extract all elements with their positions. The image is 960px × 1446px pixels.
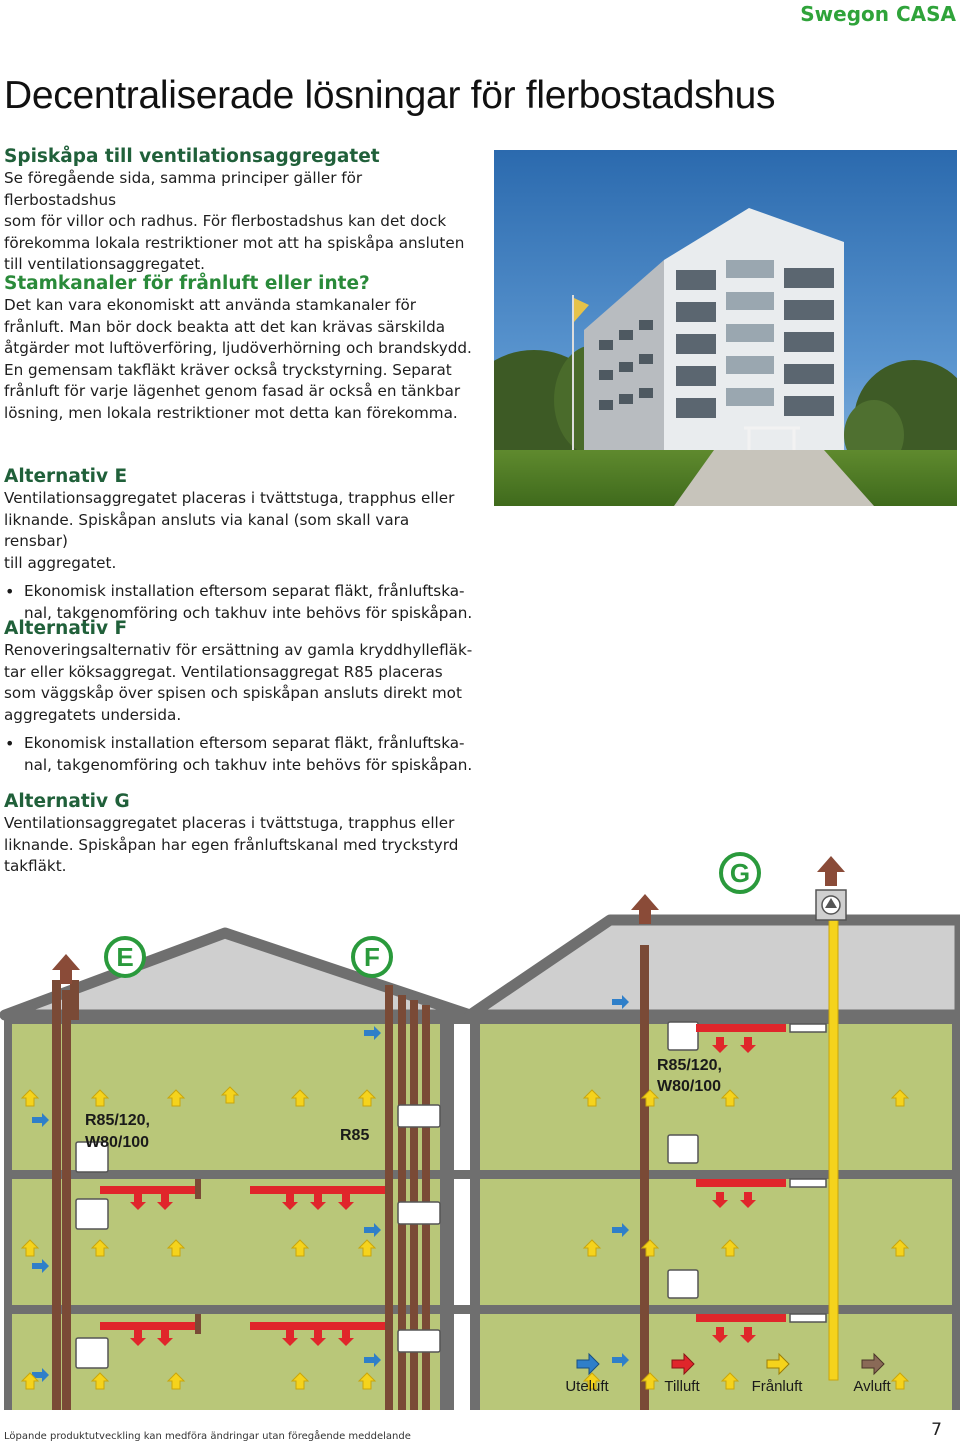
label-mid-unit: R85 <box>340 1127 370 1144</box>
label-left-unit-1: R85/120, <box>85 1112 150 1129</box>
paragraph-line: till ventilationsaggregatet. <box>4 255 205 274</box>
marker-g: G <box>729 858 751 888</box>
paragraph-line: förekomma lokala restriktioner mot att ha spiskåpa ansluten <box>4 233 465 252</box>
page-title: Decentraliserade lösningar för flerbostadshus <box>4 74 776 117</box>
paragraph-line: takfläkt. <box>4 857 67 876</box>
paragraph-line: Det kan vara ekonomiskt att använda stamkanaler för <box>4 296 417 314</box>
paragraph-line: lösning, men lokala restriktioner mot detta kan förekomma. <box>4 403 458 422</box>
paragraph-line: som för villor och radhus. För flerbostadshus kan det dock <box>4 212 447 231</box>
footer-disclaimer: Löpande produktutveckling kan medföra ändringar utan föregående meddelande <box>4 1431 411 1442</box>
paragraph-line: till aggregatet. <box>4 553 117 572</box>
label-left-unit-2: W80/100 <box>85 1134 150 1151</box>
paragraph-line: frånluft för varje lägenhet genom fasad är också en tänkbar <box>4 382 461 401</box>
section-spiskapa <box>4 146 474 276</box>
marker-e: E <box>116 942 134 972</box>
heading-spiskapa: Spiskåpa till ventilationsaggregatet <box>4 146 380 167</box>
label-right-unit-2: W80/100 <box>657 1078 722 1095</box>
paragraph-line: Renoveringsalternativ för ersättning av gamla kryddhyllefläk- <box>4 641 473 659</box>
heading-alt-f: Alternativ F <box>4 618 128 639</box>
paragraph-line: frånluft. Man bör dock beakta att det kan krävas särskilda <box>4 317 446 336</box>
bullet-line: nal, takgenomföring och takhuv inte behövs för spiskåpan. <box>24 603 473 622</box>
heading-alt-g: Alternativ G <box>4 791 130 812</box>
paragraph-line: som väggskåp över spisen och spiskåpan ansluts direkt mot <box>4 684 462 703</box>
heading-stamkanaler: Stamkanaler för frånluft eller inte? <box>4 273 370 294</box>
marker-f: F <box>364 942 380 972</box>
paragraph-line: aggregatets undersida. <box>4 705 182 724</box>
section-stamkanaler <box>4 273 474 425</box>
brand-name: Swegon CASA <box>800 2 956 26</box>
page-number: 7 <box>931 1420 942 1440</box>
section-alt-f <box>4 618 474 777</box>
label-right-unit-1: R85/120, <box>657 1057 722 1074</box>
ventilation-diagram <box>0 850 960 1410</box>
legend-uteluft: Uteluft <box>565 1378 609 1395</box>
section-alt-e <box>4 466 474 625</box>
bullet-line: • Ekonomisk installation eftersom separat fläkt, frånluftska- <box>24 582 465 601</box>
legend-avluft: Avluft <box>853 1378 891 1395</box>
paragraph-line: liknande. Spiskåpan har egen frånluftskanal med tryckstyrd <box>4 835 459 854</box>
building-photo <box>494 150 957 506</box>
legend-tilluft: Tilluft <box>664 1378 700 1395</box>
bullet-line: • Ekonomisk installation eftersom separat fläkt, frånluftska- <box>24 734 465 753</box>
paragraph-line: liknande. Spiskåpan ansluts via kanal (som skall vara rensbar) <box>4 510 410 551</box>
bullet-item <box>4 733 474 776</box>
paragraph-line: En gemensam takfläkt kräver också tryckstyrning. Separat <box>4 360 452 379</box>
bullet-line: nal, takgenomföring och takhuv inte behövs för spiskåpan. <box>24 755 473 774</box>
legend-franluft: Frånluft <box>751 1378 803 1395</box>
paragraph-line: Ventilationsaggregatet placeras i tvättstuga, trapphus eller <box>4 489 455 507</box>
paragraph-line: Ventilationsaggregatet placeras i tvättstuga, trapphus eller <box>4 814 455 832</box>
paragraph-line: åtgärder mot luftöverföring, ljudöverhörning och brandskydd. <box>4 339 472 358</box>
heading-alt-e: Alternativ E <box>4 466 128 487</box>
paragraph-line: tar eller köksaggregat. Ventilationsaggregat R85 placeras <box>4 662 443 681</box>
paragraph-line: Se föregående sida, samma principer gäller för flerbostadshus <box>4 169 363 209</box>
